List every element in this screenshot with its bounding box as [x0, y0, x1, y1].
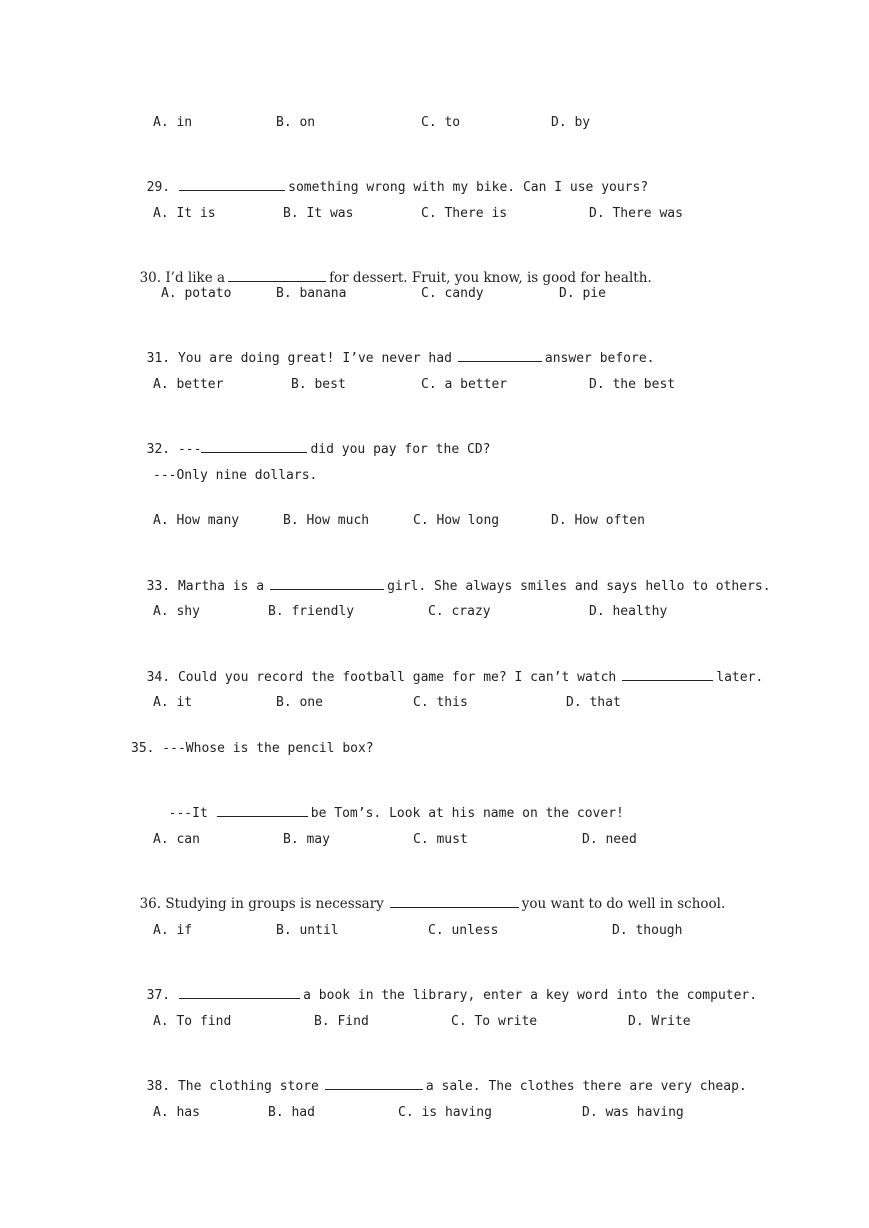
q38-option-b: B. had [268, 1105, 315, 1120]
q37-blank [179, 985, 300, 999]
q32-stem [131, 421, 491, 457]
q30-stem [131, 250, 652, 286]
q35-blank [217, 803, 308, 817]
q35-reply [153, 785, 624, 821]
q29-option-c: C. There is [421, 206, 508, 221]
q38-option-a: A. has [153, 1105, 200, 1120]
q30-option-d: D. pie [559, 286, 606, 301]
q35-reply-end: be Tom’s. Look at his name on the cover! [310, 806, 624, 821]
q36-number: 36. Studying in groups is necessary [139, 896, 384, 912]
q34-blank [622, 667, 713, 681]
q28-option-a: A. in [153, 115, 193, 130]
q38-option-d: D. was having [582, 1105, 684, 1120]
q38-number: 38. The clothing store [146, 1079, 319, 1094]
q32-option-a: A. How many [153, 513, 240, 528]
q33-option-d: D. healthy [589, 604, 668, 619]
q37-stem [131, 967, 758, 1003]
q35-option-d: D. need [582, 832, 637, 847]
q32-text: did you pay for the CD? [310, 442, 491, 457]
q35-option-c: C. must [413, 832, 468, 847]
q32-reply: ---Only nine dollars. [153, 468, 318, 483]
q30-option-c: C. candy [421, 286, 484, 301]
q36-option-d: D. though [612, 923, 683, 938]
q33-number: 33. Martha is a [146, 579, 265, 594]
q31-number: 31. You are doing great! I’ve never had [146, 351, 452, 366]
q31-option-b: B. best [291, 377, 346, 392]
q33-blank [270, 576, 384, 590]
q38-option-c: C. is having [398, 1105, 492, 1120]
q36-stem [131, 876, 726, 912]
q33-text: girl. She always smiles and says hello to others. [387, 579, 771, 594]
q33-option-c: C. crazy [428, 604, 491, 619]
q29-option-a: A. It is [153, 206, 216, 221]
q30-option-a: A. potato [161, 286, 232, 301]
q37-text: a book in the library, enter a key word into the computer. [303, 988, 758, 1003]
q38-text: a sale. The clothes there are very cheap. [425, 1079, 747, 1094]
q35-stem: 35. ---Whose is the pencil box? [131, 741, 374, 756]
q35-option-b: B. may [283, 832, 330, 847]
q35-reply-start: ---It [168, 806, 208, 821]
q29-number: 29. [146, 180, 171, 195]
q32-option-d: D. How often [551, 513, 645, 528]
q36-option-a: A. if [153, 923, 193, 938]
q34-option-d: D. that [566, 695, 621, 710]
q32-blank [201, 439, 307, 453]
q32-option-b: B. How much [283, 513, 370, 528]
q32-number: 32. --- [146, 442, 202, 457]
q38-stem [131, 1058, 747, 1094]
q31-blank [458, 348, 542, 362]
q37-option-d: D. Write [628, 1014, 691, 1029]
q33-option-b: B. friendly [268, 604, 355, 619]
q37-option-a: A. To find [153, 1014, 232, 1029]
q30-blank [228, 268, 326, 282]
q34-stem [131, 649, 764, 685]
q34-number: 34. Could you record the football game for me? I can’t watch [146, 670, 617, 685]
q29-blank [179, 177, 285, 191]
q36-option-b: B. until [276, 923, 339, 938]
q38-blank [325, 1076, 423, 1090]
q29-option-b: B. It was [283, 206, 354, 221]
q31-option-a: A. better [153, 377, 224, 392]
q36-blank [390, 894, 519, 908]
q37-option-b: B. Find [314, 1014, 369, 1029]
q35-option-a: A. can [153, 832, 200, 847]
q31-option-c: C. a better [421, 377, 508, 392]
q34-text: later. [716, 670, 764, 685]
q36-text: you want to do well in school. [521, 896, 726, 912]
q37-number: 37. [146, 988, 171, 1003]
q29-text: something wrong with my bike. Can I use yours? [288, 180, 649, 195]
q34-option-c: C. this [413, 695, 468, 710]
q33-stem [131, 558, 771, 594]
q36-option-c: C. unless [428, 923, 499, 938]
q30-text: for dessert. Fruit, you know, is good for health. [329, 270, 652, 286]
q30-number: 30. I’d like a [139, 270, 226, 286]
q33-option-a: A. shy [153, 604, 200, 619]
q34-option-b: B. one [276, 695, 323, 710]
q34-option-a: A. it [153, 695, 193, 710]
q32-option-c: C. How long [413, 513, 500, 528]
q31-option-d: D. the best [589, 377, 676, 392]
q31-stem [131, 330, 655, 366]
q30-option-b: B. banana [276, 286, 347, 301]
q28-option-d: D. by [551, 115, 591, 130]
q28-option-b: B. on [276, 115, 316, 130]
q29-option-d: D. There was [589, 206, 683, 221]
q31-text: answer before. [544, 351, 655, 366]
q37-option-c: C. To write [451, 1014, 538, 1029]
q29-stem [131, 159, 649, 195]
q28-option-c: C. to [421, 115, 461, 130]
